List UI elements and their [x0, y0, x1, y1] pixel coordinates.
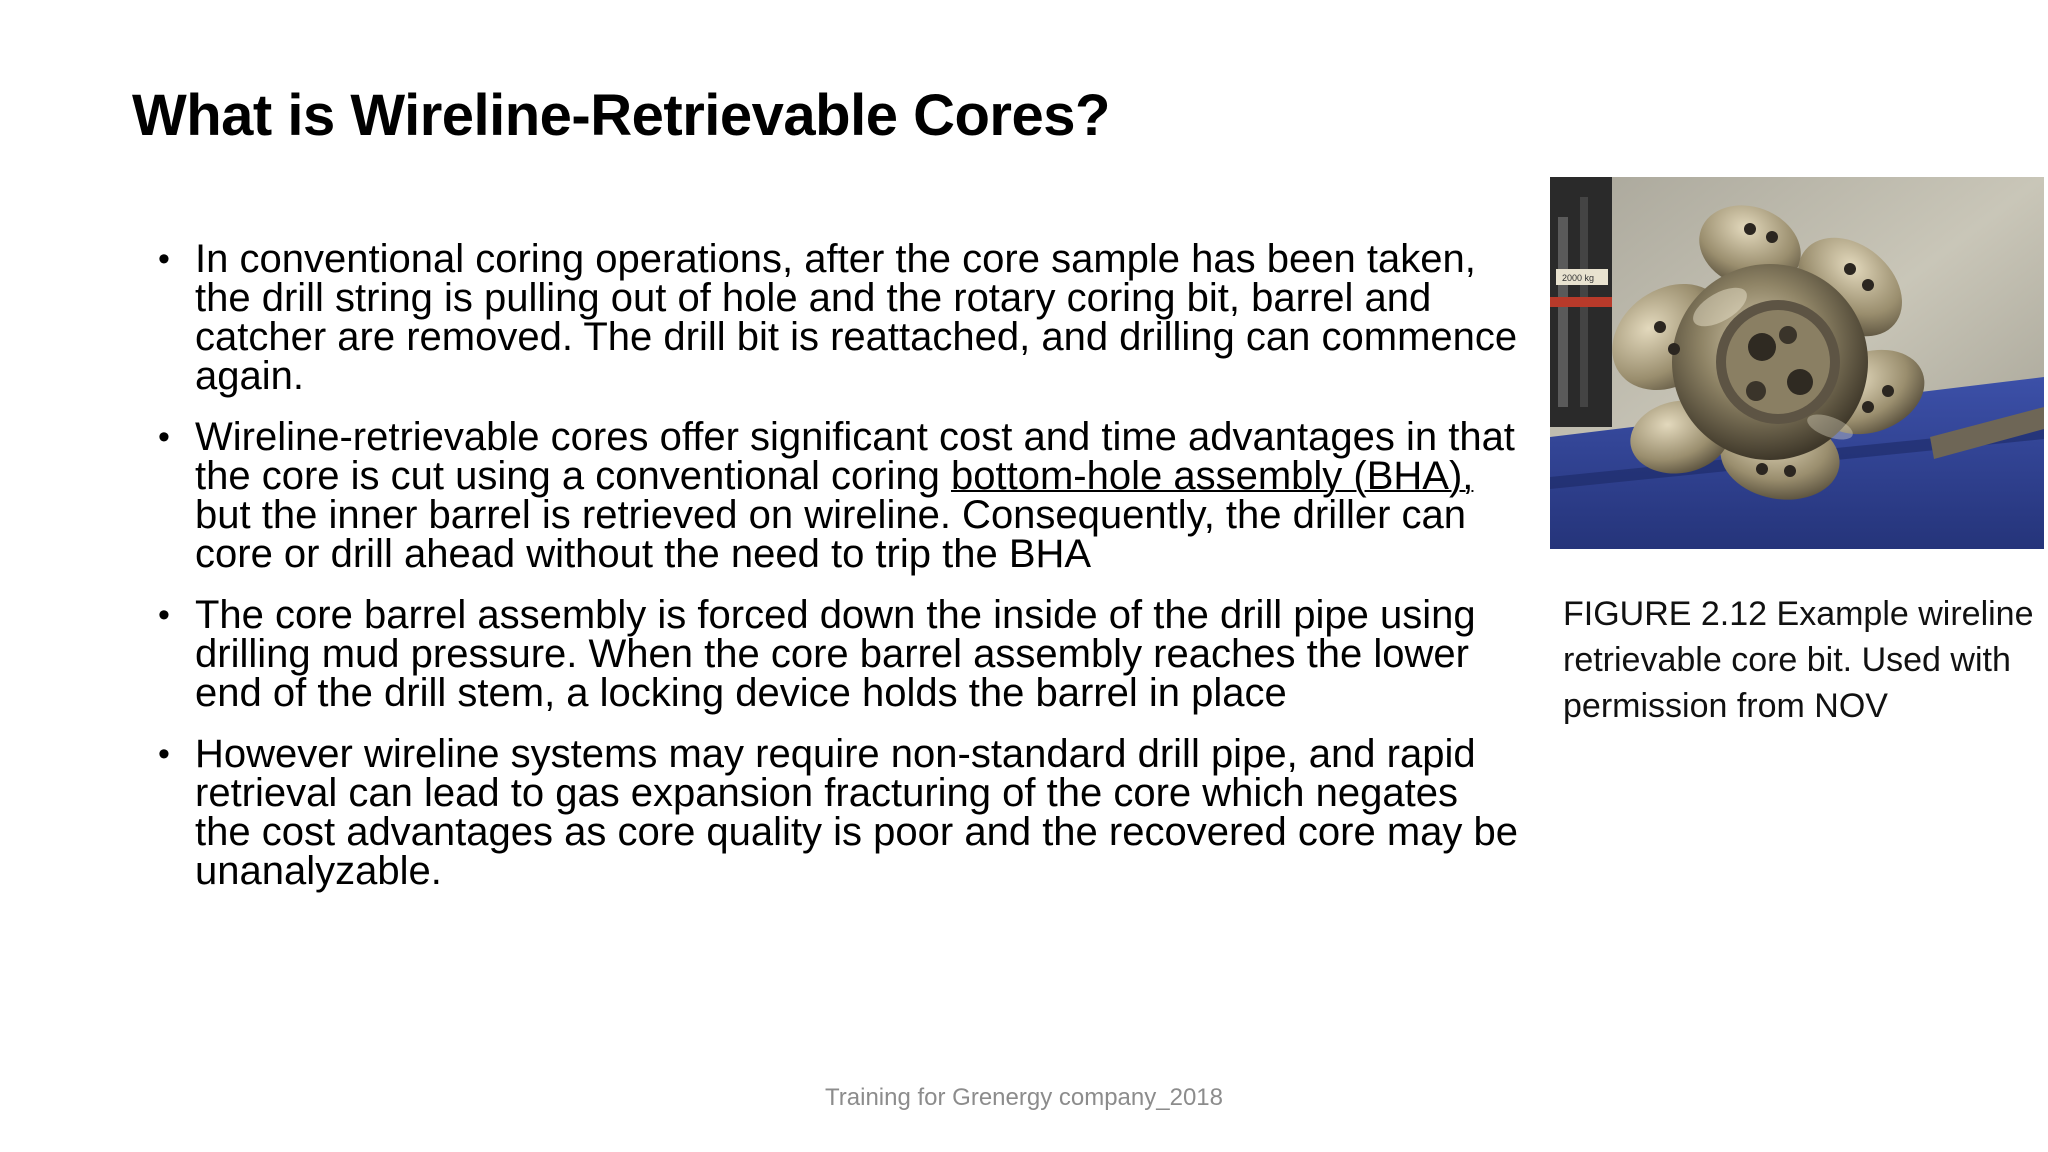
bullet-item — [150, 415, 1520, 576]
bullet-dot: • — [158, 240, 170, 278]
bullet-dot: • — [158, 596, 170, 634]
bullet-list — [150, 237, 1520, 913]
bullet-text-before: Wireline-retrievable cores offer significant cost and time advantages in that the core is cut using a conventional coring — [195, 415, 1515, 498]
slide-title: What is Wireline-Retrievable Cores? — [132, 83, 1110, 148]
bullet-item — [150, 732, 1520, 893]
tag-label: 2000 kg — [1562, 273, 1595, 283]
bha-link[interactable]: bottom-hole assembly (BHA), — [951, 454, 1474, 498]
figure-caption: FIGURE 2.12 Example wireline retrievable core bit. Used with permission from NOV — [1563, 595, 2034, 725]
bullet-item — [150, 237, 1520, 398]
bullet-text: However wireline systems may require non-standard drill pipe, and rapid retrieval can lead to gas expansion fracturing of the core which negates the cost advantages as core quality is poor and the recovered core may be unanalyzable. — [195, 732, 1518, 893]
bullet-item — [150, 593, 1520, 715]
bullet-text: The core barrel assembly is forced down the inside of the drill pipe using drilling mud pressure. When the core barrel assembly reaches the lower end of the drill stem, a locking device holds the barrel in place — [195, 593, 1476, 715]
core-bit-photo — [1550, 177, 2044, 549]
bullet-dot: • — [158, 735, 170, 773]
slide-footer: Training for Grenergy company_2018 — [825, 1084, 1223, 1111]
bullet-text-after: but the inner barrel is retrieved on wireline. Consequently, the driller can core or drill ahead without the need to trip the BHA — [195, 493, 1467, 576]
bullet-text: In conventional coring operations, after the core sample has been taken, the drill string is pulling out of hole and the rotary coring bit, barrel and catcher are removed. The drill bit is reattached, and drilling can commence again. — [195, 237, 1518, 398]
bullet-dot: • — [158, 418, 170, 456]
